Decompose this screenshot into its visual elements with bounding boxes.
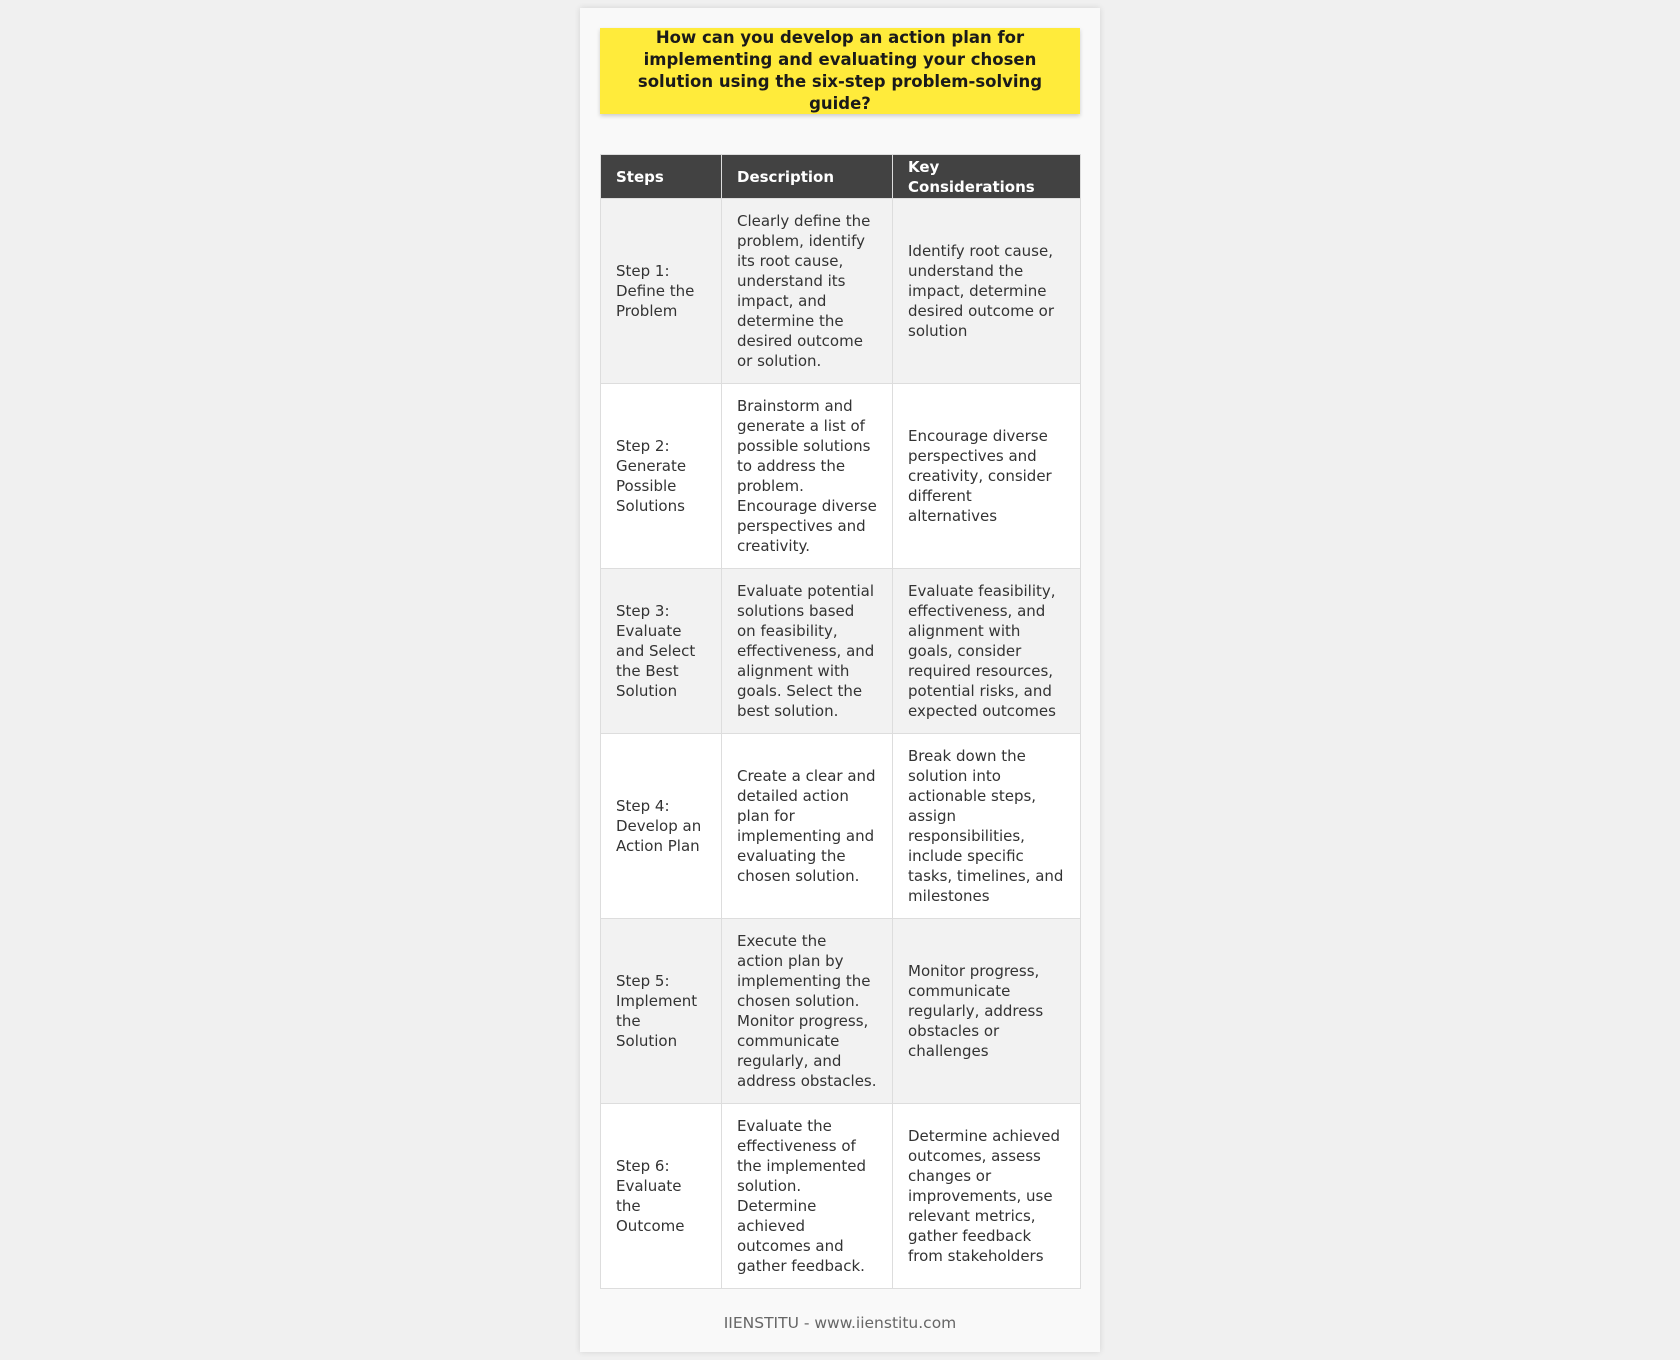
table-row <box>601 199 1081 384</box>
step-cell: Step 3: Evaluate and Select the Best Solution <box>601 569 722 734</box>
description-cell: Evaluate the effectiveness of the implemented solution. Determine achieved outcomes and gather feedback. <box>722 1104 893 1289</box>
description-cell: Execute the action plan by implementing the chosen solution. Monitor progress, communicate regularly, and address obstacles. <box>722 919 893 1104</box>
step-cell: Step 4: Develop an Action Plan <box>601 734 722 919</box>
step-cell: Step 2: Generate Possible Solutions <box>601 384 722 569</box>
description-cell: Brainstorm and generate a list of possible solutions to address the problem. Encourage diverse perspectives and creativity. <box>722 384 893 569</box>
table-header-row <box>601 155 1081 199</box>
column-header-description: Description <box>722 155 893 199</box>
content-card <box>580 8 1100 1352</box>
footer-credit: IIENSTITU - www.iienstitu.com <box>723 1314 957 1332</box>
column-header-key-considerations: Key Considerations <box>893 155 1081 199</box>
considerations-cell: Identify root cause, understand the impact, determine desired outcome or solution <box>893 199 1081 384</box>
table-row <box>601 1104 1081 1289</box>
considerations-cell: Determine achieved outcomes, assess changes or improvements, use relevant metrics, gather feedback from stakeholders <box>893 1104 1081 1289</box>
column-header-steps: Steps <box>601 155 722 199</box>
step-cell: Step 5: Implement the Solution <box>601 919 722 1104</box>
considerations-cell: Evaluate feasibility, effectiveness, and alignment with goals, consider required resources, potential risks, and expected outcomes <box>893 569 1081 734</box>
table-row <box>601 734 1081 919</box>
page-title: How can you develop an action plan for implementing and evaluating your chosen solution using the six-step problem-solving guide? <box>600 28 1080 114</box>
steps-table <box>600 154 1081 1289</box>
table-row <box>601 919 1081 1104</box>
description-cell: Create a clear and detailed action plan for implementing and evaluating the chosen solution. <box>722 734 893 919</box>
table-row <box>601 569 1081 734</box>
table-row <box>601 384 1081 569</box>
step-cell: Step 1: Define the Problem <box>601 199 722 384</box>
description-cell: Evaluate potential solutions based on feasibility, effectiveness, and alignment with goals. Select the best solution. <box>722 569 893 734</box>
considerations-cell: Break down the solution into actionable steps, assign responsibilities, include specific tasks, timelines, and milestones <box>893 734 1081 919</box>
considerations-cell: Monitor progress, communicate regularly, address obstacles or challenges <box>893 919 1081 1104</box>
description-cell: Clearly define the problem, identify its root cause, understand its impact, and determine the desired outcome or solution. <box>722 199 893 384</box>
step-cell: Step 6: Evaluate the Outcome <box>601 1104 722 1289</box>
considerations-cell: Encourage diverse perspectives and creativity, consider different alternatives <box>893 384 1081 569</box>
